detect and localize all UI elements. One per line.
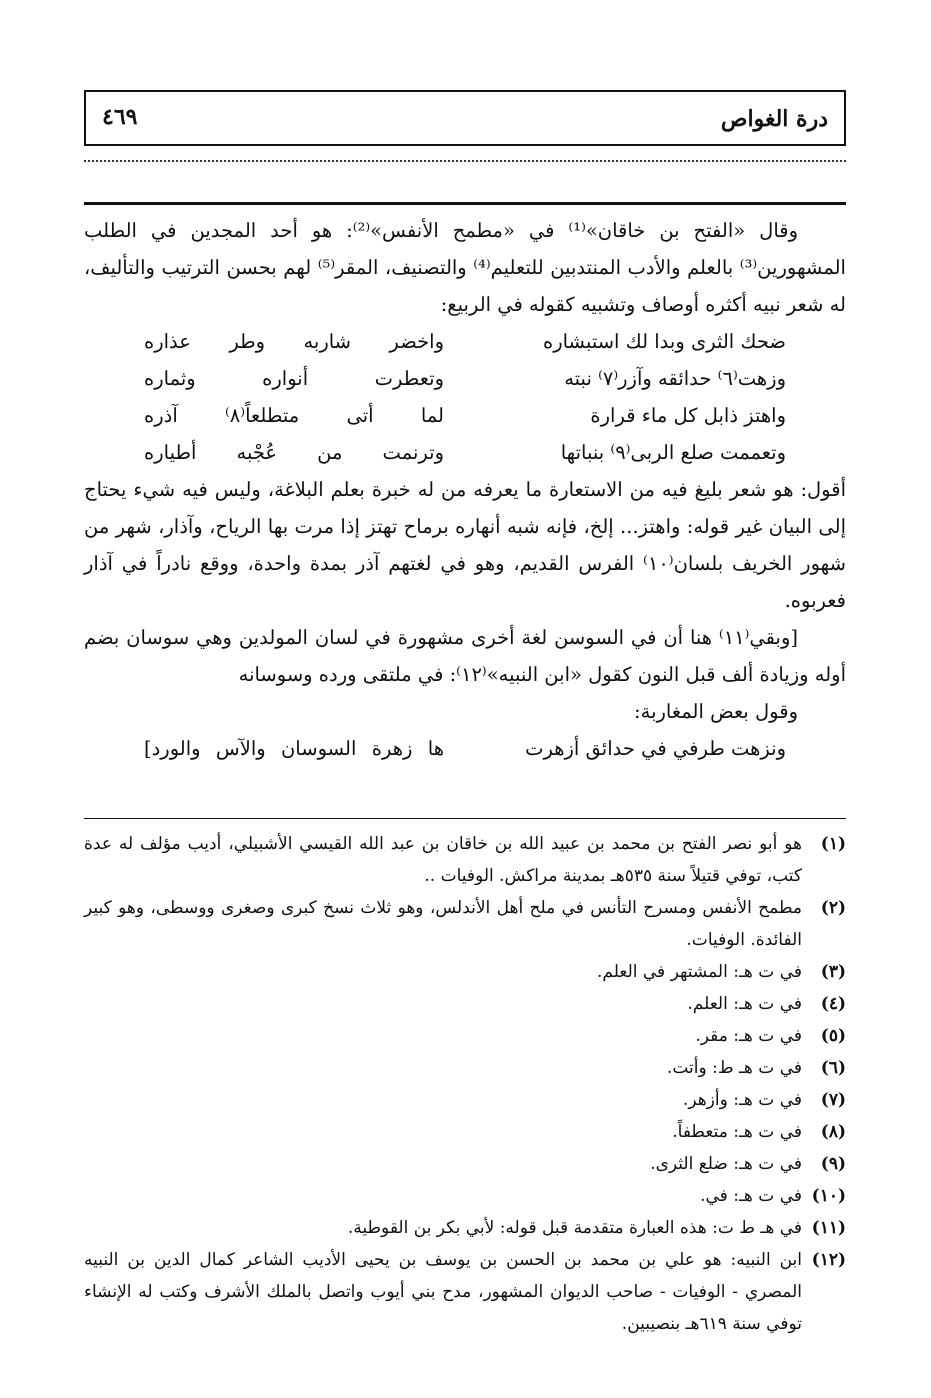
footnote (84, 828, 846, 892)
page-header (84, 90, 846, 146)
verse-first-hemistich: واهتز ذابل كل ماء قرارة (590, 404, 786, 427)
verse-line (84, 397, 846, 434)
footnote-text: في ت هـ: العلم. (687, 994, 802, 1014)
footnote-number: (٦) (820, 1058, 846, 1078)
footnote (84, 1020, 846, 1052)
footnote-text: في ت هـ: مقر. (695, 1026, 802, 1046)
footnote-rule (84, 818, 846, 819)
footnote-text: في ت هـ: ضلع الثرى. (650, 1154, 802, 1174)
footnote (84, 1052, 846, 1084)
poem-block (84, 323, 846, 471)
footnote (84, 1148, 846, 1180)
footnote-number: (٥) (820, 1026, 846, 1046)
footnote-number: (١٠) (811, 1186, 846, 1206)
running-title: درة الغواص (720, 106, 828, 132)
footnote (84, 1116, 846, 1148)
footnote-number: (٨) (820, 1122, 846, 1142)
footnote-text: مطمح الأنفس ومسرح التأنس في ملح أهل الأندلس، وهو ثلاث نسخ كبرى وصغرى ووسطى، وهو كبير الفائدة. الوفيات. (84, 898, 802, 950)
footnote-number: (٩) (820, 1154, 846, 1174)
verse-second-hemistich: واخضر شاربه وطر عذاره (144, 330, 444, 353)
verse-first-hemistich: ضحك الثرى وبدا لك استبشاره (542, 330, 786, 353)
footnote (84, 1244, 846, 1340)
header-rule (84, 202, 846, 205)
footnote (84, 1084, 846, 1116)
verse-first-hemistich: وتعممت صلع الربى⁽٩⁾ بنباتها (560, 441, 786, 464)
verse-line (84, 730, 846, 767)
footnote-text: في ت هـ: المشتهر في العلم. (597, 962, 802, 982)
verse-second-hemistich: وتعطرت أنواره وثماره (144, 367, 444, 390)
footnote (84, 988, 846, 1020)
footnote-number: (١٢) (811, 1250, 846, 1270)
footnote (84, 1180, 846, 1212)
footnote (84, 956, 846, 988)
verse-second-hemistich: ها زهرة السوسان والآس والورد] (144, 737, 444, 760)
footnote-number: (١١) (811, 1218, 846, 1238)
footnote-text: في ت هـ: متعطفاً. (672, 1122, 802, 1142)
verse-first-hemistich: وزهت⁽٦⁾ حدائقه وآزر⁽٧⁾ نبته (564, 367, 786, 390)
footnote-number: (٢) (820, 898, 846, 918)
footnote (84, 892, 846, 956)
footnote-text: في ت هـ: وأزهر. (682, 1090, 802, 1110)
verse-first-hemistich: ونزهت طرفي في حدائق أزهرت (525, 737, 786, 760)
page-number: ٤٦٩ (102, 104, 138, 130)
verse-second-hemistich: وترنمت من عُجْبه أطياره (144, 441, 444, 464)
verse-line (84, 323, 846, 360)
paragraph: وقول بعض المغاربة: (634, 700, 798, 723)
paragraph: [وبقي⁽١١⁾ هنا أن في السوسن لغة أخرى مشهورة في لسان المولدين وهي سوسان بضم أوله وزيادة ألف قبل النون كقول «ابن النبيه»⁽١٢⁾: في ملتقى ورده وسوسانه (84, 626, 846, 686)
footnote-text: في ت هـ: في. (700, 1186, 802, 1206)
verse-second-hemistich: لما أتى متطلعاً⁽٨⁾ آذره (144, 404, 444, 427)
dotted-divider (84, 160, 846, 162)
poem-block (84, 730, 846, 767)
paragraph: أقول: هو شعر بليغ فيه من الاستعارة ما يعرفه من له خبرة بعلم البلاغة، وليس فيه شيء يحتاج إلى البيان غير قوله: واهتز... إلخ، فإنه شبه أنهاره برماح تهتز إذا مرت بها الرياح، وآذار، شهر من شهور الخريف بلسان⁽١٠⁾ الفرس القديم، وهو في لغتهم آذر بمدة واحدة، ووقع نادراً في آذار فعربوه. (84, 478, 846, 612)
footnotes (84, 828, 846, 1340)
footnote-text: ابن النبيه: هو علي بن محمد بن الحسن بن يوسف بن يحيى الأديب الشاعر كمال الدين بن النبيه المصري - الوفيات - صاحب الديوان المشهور، مدح بني أيوب واتصل بالملك الأشرف وكتب له الإنشاء توفي سنة ٦١٩هـ بنصيبين. (84, 1250, 802, 1334)
footnote (84, 1212, 846, 1244)
footnote-number: (١) (820, 834, 846, 854)
paragraph: وقال «الفتح بن خاقان»⁽¹⁾ في «مطمح الأنفس»⁽²⁾: هو أحد المجدين في الطلب المشهورين⁽³⁾ بالعلم والأدب المنتدبين للتعليم⁽⁴⁾ والتصنيف، المقر⁽⁵⁾ لهم بحسن الترتيب والتأليف، له شعر نبيه أكثره أوصاف وتشبيه كقوله في الربيع: (84, 219, 846, 316)
footnote-number: (٧) (820, 1090, 846, 1110)
footnote-number: (٤) (820, 994, 846, 1014)
verse-line (84, 360, 846, 397)
footnote-text: هو أبو نصر الفتح بن محمد بن عبيد الله بن خاقان بن عبد الله القيسي الأشبيلي، أديب مؤلف له عدة كتب، توفي قتيلاً سنة ٥٣٥هـ بمدينة مراكش. الوفيات .. (84, 834, 802, 886)
verse-line (84, 434, 846, 471)
footnote-text: في هـ ط ت: هذه العبارة متقدمة قبل قوله: لأبي بكر بن القوطية. (347, 1218, 802, 1238)
footnote-text: في ت هـ ط: وأتت. (666, 1058, 802, 1078)
footnote-number: (٣) (820, 962, 846, 982)
main-text (84, 212, 846, 767)
